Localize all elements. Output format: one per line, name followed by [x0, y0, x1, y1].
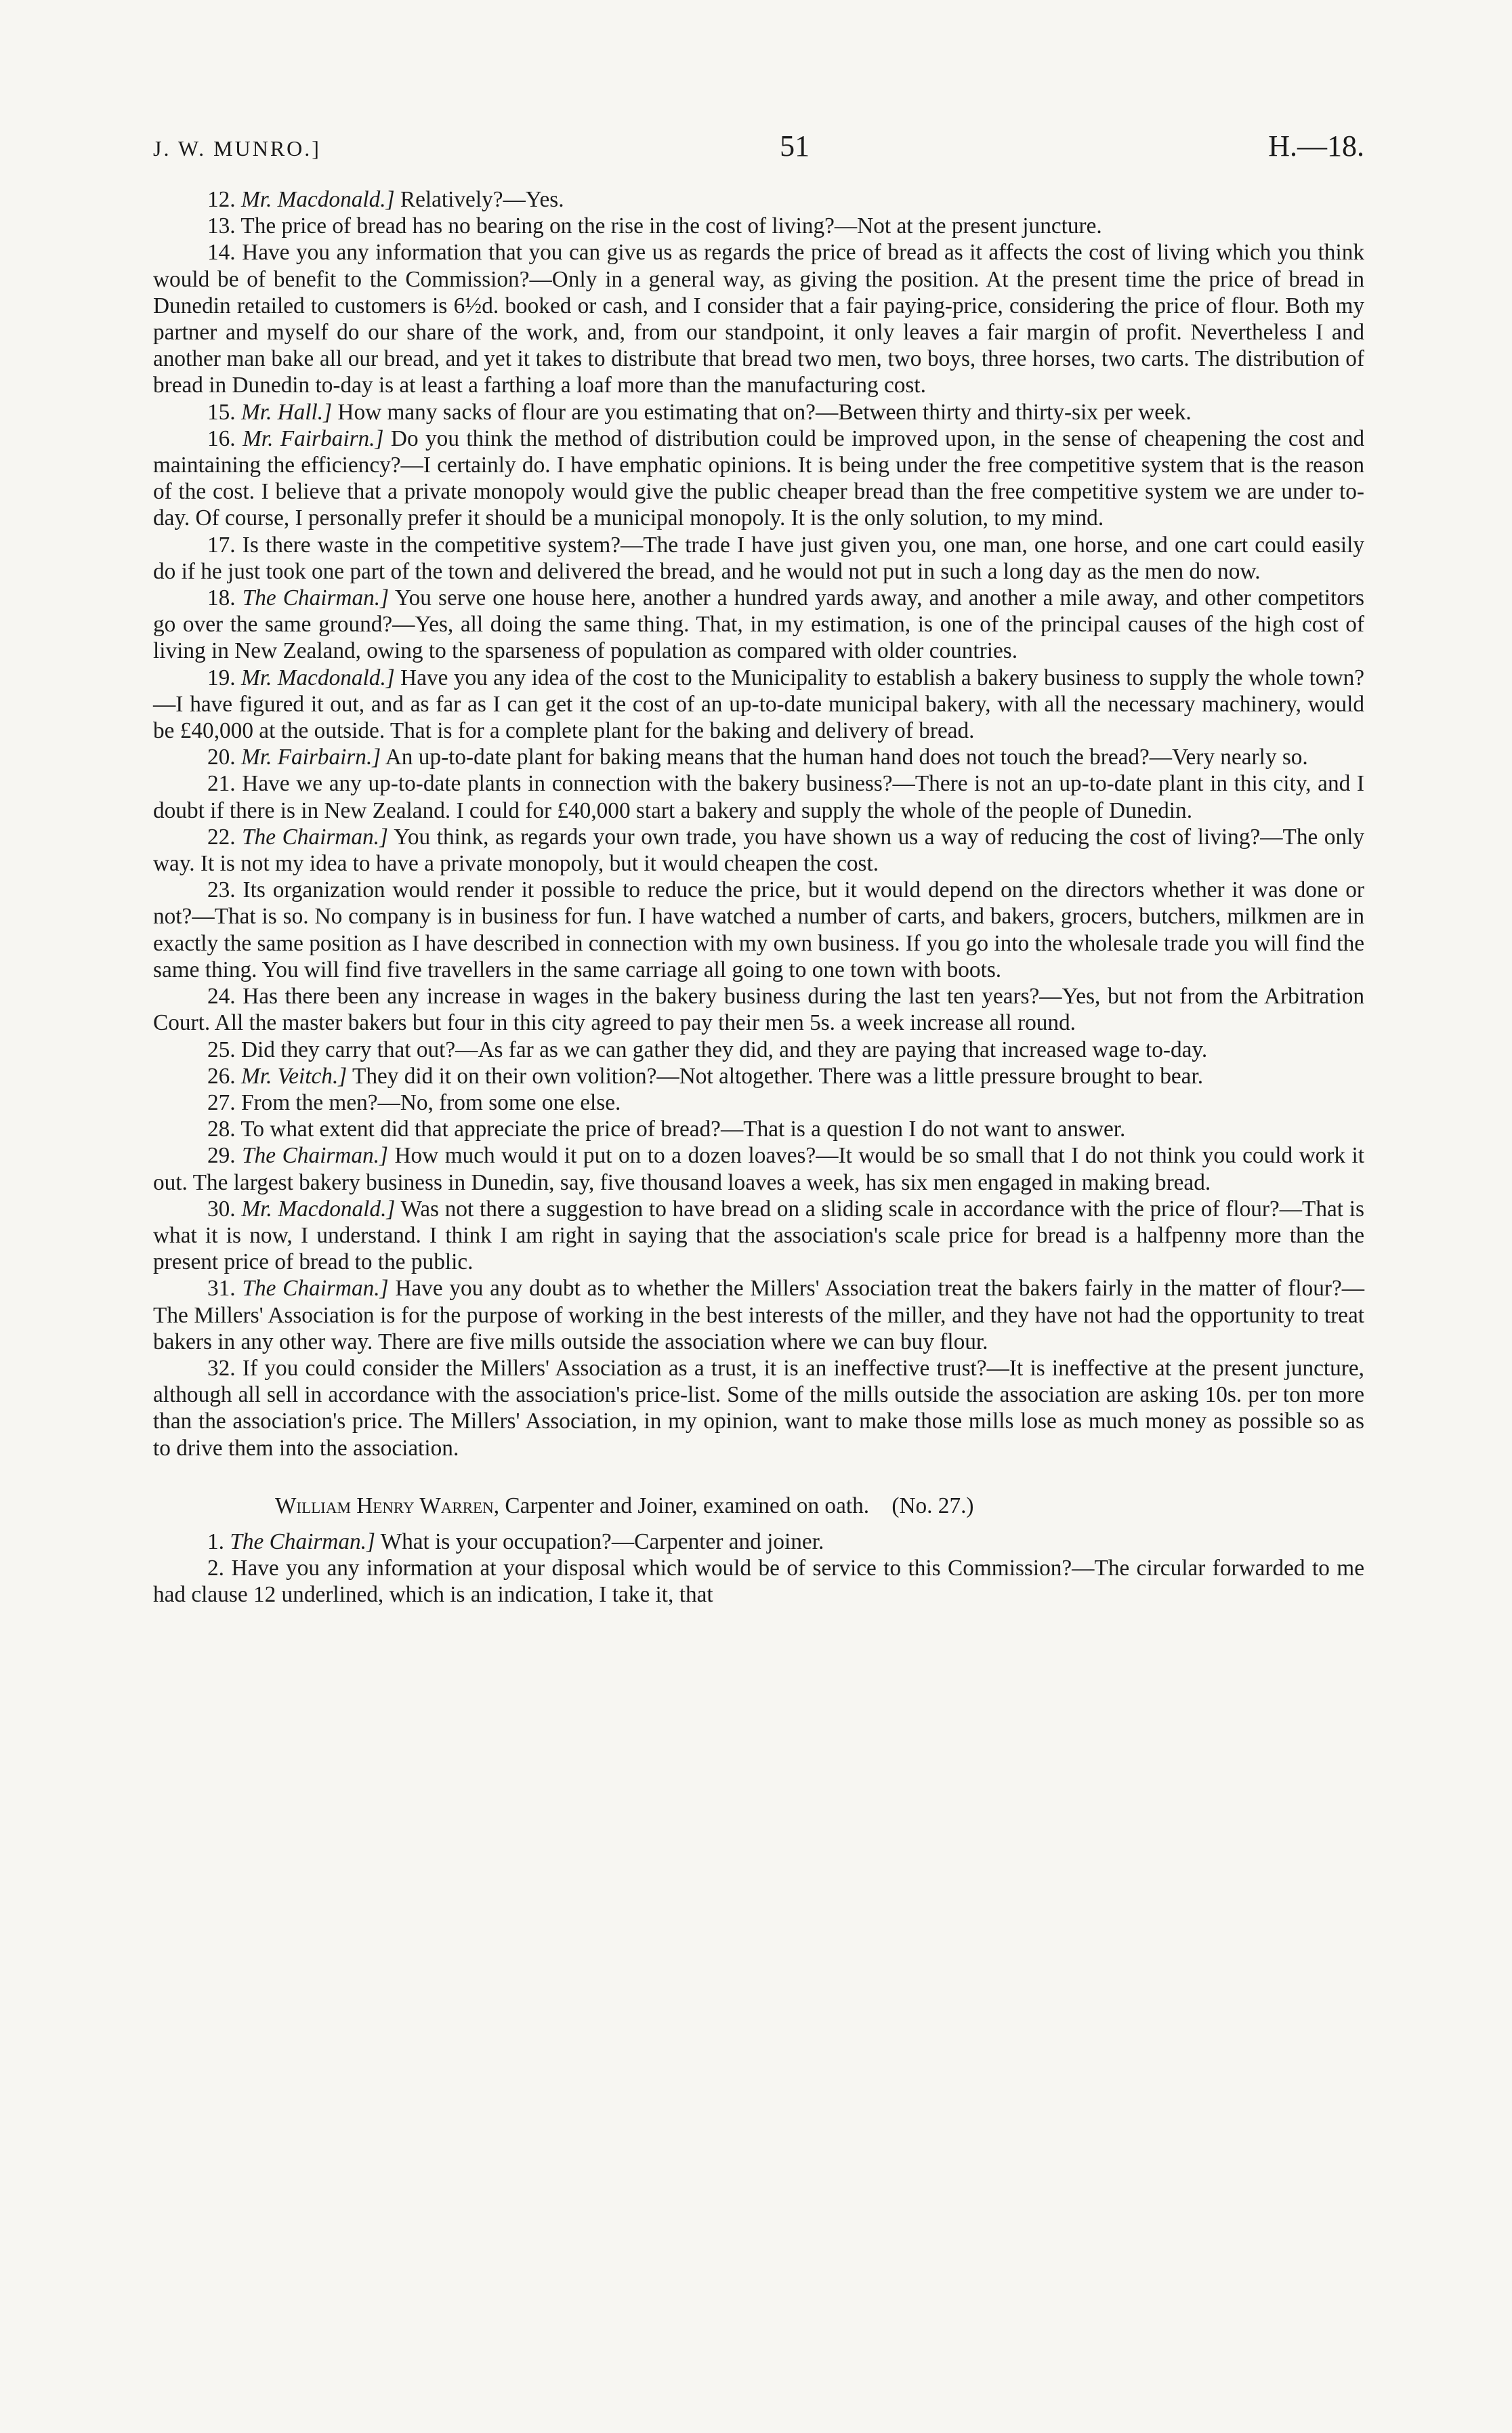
testimony-text: Have you any idea of the cost to the Municipality to establish a bakery business to supply the whole town?—I have figured it out, and as far as I can get it the cost of an up-to-date municipal bakery, with all the necessary machinery, would be £40,000 at the outside. That is for a complete plant for the baking and delivery of bread.	[153, 665, 1365, 744]
testimony-section-2	[153, 1529, 1364, 1608]
testimony-paragraph	[153, 1275, 1364, 1355]
testimony-paragraph	[153, 1116, 1364, 1142]
speaker-name: Mr. Macdonald.]	[241, 1196, 396, 1222]
witness-description: , Carpenter and Joiner, examined on oath.	[493, 1493, 870, 1518]
speaker-name: Mr. Veitch.]	[240, 1063, 348, 1089]
speaker-name: Mr. Macdonald.]	[240, 187, 395, 212]
testimony-paragraph	[153, 1063, 1364, 1089]
testimony-text: Is there waste in the competitive system?—The trade I have just given you, one man, one horse, and one cart could easily do if he just took one part of the town and delivered the bread, and he would not put in such a long day as the men do now.	[153, 532, 1364, 584]
testimony-paragraph	[153, 1142, 1364, 1195]
question-number: 22.	[207, 824, 236, 850]
question-number: 26.	[207, 1063, 236, 1089]
question-number: 14.	[207, 240, 236, 266]
header-reference: H.—18.	[1268, 129, 1364, 163]
speaker-name: The Chairman.]	[242, 1276, 389, 1302]
testimony-text: Have we any up-to-date plants in connection with the bakery business?—There is not an up-to-date plant in this city, and I doubt if there is in New Zealand. I could for £40,000 start a bakery and supply the whole of the people of Dunedin.	[153, 771, 1364, 823]
testimony-paragraph	[153, 399, 1364, 425]
testimony-text: From the men?—No, from some one else.	[240, 1089, 621, 1115]
question-number: 27.	[207, 1089, 236, 1115]
speaker-name: The Chairman.]	[242, 585, 390, 611]
question-number: 31.	[207, 1276, 236, 1302]
question-number: 18.	[207, 585, 236, 611]
witness-name: William Henry Warren	[275, 1493, 494, 1518]
testimony-paragraph	[153, 744, 1364, 770]
testimony-text: Was not there a suggestion to have bread on a sliding scale in accordance with the price of flour?—That is what it is now, I understand. I think I am right in saying that the association's scale price for bread is a halfpenny more than the present price of bread to the public.	[153, 1196, 1364, 1275]
testimony-text: You serve one house here, another a hundred yards away, and another a mile away, and other competitors go over the same ground?—Yes, all doing the same thing. That, in my estimation, is one of the principal causes of the high cost of living in New Zealand, owing to the sparseness of population as compared with older countries.	[153, 585, 1364, 664]
testimony-paragraph	[153, 532, 1364, 585]
question-number: 21.	[207, 771, 236, 797]
testimony-text: To what extent did that appreciate the price of bread?—That is a question I do not want to answer.	[240, 1117, 1126, 1142]
question-number: 28.	[207, 1117, 236, 1142]
question-number: 19.	[207, 665, 236, 690]
question-number: 12.	[207, 187, 236, 212]
question-number: 23.	[207, 877, 236, 903]
speaker-name: The Chairman.]	[230, 1529, 375, 1554]
testimony-paragraph	[153, 1529, 1364, 1555]
testimony-text: The price of bread has no bearing on the rise in the cost of living?—Not at the present juncture.	[240, 213, 1102, 239]
page-number: 51	[780, 129, 810, 163]
speaker-name: Mr. Fairbairn.]	[240, 745, 381, 770]
speaker-name: The Chairman.]	[242, 1143, 388, 1169]
question-number: 1.	[207, 1529, 224, 1554]
testimony-text: Have you any doubt as to whether the Millers' Association treat the bakers fairly in the matter of flour?—The Millers' Association is for the purpose of working in the best interests of the miller, and they have not had the opportunity to treat bakers in any other way. There are five mills outside the association where we can buy flour.	[153, 1276, 1365, 1354]
question-number: 25.	[207, 1037, 236, 1062]
testimony-paragraph	[153, 186, 1364, 213]
question-number: 20.	[207, 745, 236, 770]
testimony-text: If you could consider the Millers' Association as a trust, it is an ineffective trust?—It is ineffective at the present juncture, although all sell in accordance with the association's price-list. Some of the mills outside the association are asking 10s. per ton more than the association's price. The Millers' Association, in my opinion, want to make those mills lose as much money as possible so as to drive them into the association.	[153, 1355, 1364, 1461]
testimony-text: How much would it put on to a dozen loaves?—It would be so small that I do not think you could work it out. The largest bakery business in Dunedin, say, five thousand loaves a week, has six men engaged in making bread.	[153, 1143, 1365, 1195]
speaker-name: Mr. Macdonald.]	[241, 665, 395, 690]
speaker-name: Mr. Hall.]	[240, 399, 333, 425]
witness-heading	[153, 1493, 1364, 1519]
testimony-text: Its organization would render it possible to reduce the price, but it would depend on the directors whether it was done or not?—That is so. No company is in business for fun. I have watched a number of carts, and bakers, grocers, butchers, milkmen are in exactly the same position as I have described in connection with my own business. If you go into the wholesale trade you will find the same thing. You will find five travellers in the same carriage all going to one town with boots.	[153, 877, 1364, 982]
question-number: 16.	[207, 425, 236, 451]
testimony-text: Relatively?—Yes.	[400, 187, 564, 212]
testimony-text: An up-to-date plant for baking means that the human hand does not touch the bread?—Very nearly so.	[385, 745, 1308, 770]
page-header	[153, 129, 1364, 163]
testimony-text: Has there been any increase in wages in the bakery business during the last ten years?—Yes, but not from the Arbitration Court. All the master bakers but four in this city agreed to pay their men 5s. a week increase all round.	[153, 984, 1364, 1036]
testimony-paragraph	[153, 1089, 1364, 1116]
testimony-paragraph	[153, 824, 1364, 877]
header-witness: J. W. MUNRO.]	[153, 136, 321, 161]
testimony-paragraph	[153, 1555, 1364, 1608]
question-number: 32.	[207, 1355, 236, 1381]
question-number: 24.	[207, 984, 236, 1010]
testimony-paragraph	[153, 770, 1364, 823]
testimony-paragraph	[153, 1196, 1364, 1276]
testimony-paragraph	[153, 877, 1364, 983]
testimony-section-1	[153, 186, 1364, 1461]
testimony-paragraph	[153, 213, 1364, 239]
witness-number: (No. 27.)	[891, 1493, 974, 1518]
testimony-text: Did they carry that out?—As far as we can gather they did, and they are paying that increased wage to-day.	[240, 1037, 1208, 1062]
speaker-name: Mr. Fairbairn.]	[243, 425, 384, 451]
testimony-text: Have you any information at your disposal which would be of service to this Commission?—The circular forwarded to me had clause 12 underlined, which is an indication, I take it, that	[153, 1556, 1364, 1608]
testimony-text: Do you think the method of distribution could be improved upon, in the sense of cheapening the cost and maintaining the efficiency?—I certainly do. I have emphatic opinions. It is being under the free competitive system that is the reason of the cost. I believe that a private monopoly would give the public cheaper bread than the free competitive system we are under to-day. Of course, I personally prefer it should be a municipal monopoly. It is the only solution, to my mind.	[153, 425, 1364, 531]
speaker-name: The Chairman.]	[242, 824, 388, 850]
testimony-paragraph	[153, 1355, 1364, 1461]
testimony-paragraph	[153, 585, 1364, 665]
document-page	[153, 129, 1364, 1608]
testimony-text: Have you any information that you can give us as regards the price of bread as it affects the cost of living which you think would be of benefit to the Commission?—Only in a general way, as giving the position. At the present time the price of bread in Dunedin retailed to customers is 6½d. booked or cash, and I consider that a fair paying-price, considering the price of flour. Both my partner and myself do our share of the work, and, from our standpoint, it only leaves a fair margin of profit. Nevertheless I and another man bake all our bread, and yet it takes to distribute that bread two men, two boys, three horses, two carts. The distribution of bread in Dunedin to-day is at least a farthing a loaf more than the manufacturing cost.	[153, 240, 1364, 398]
question-number: 17.	[207, 532, 236, 558]
testimony-paragraph	[153, 239, 1364, 398]
testimony-paragraph	[153, 665, 1364, 745]
question-number: 15.	[207, 399, 236, 425]
question-number: 30.	[207, 1196, 236, 1222]
testimony-text: They did it on their own volition?—Not altogether. There was a little pressure brought to bear.	[352, 1063, 1204, 1089]
question-number: 13.	[207, 213, 236, 239]
testimony-text: How many sacks of flour are you estimating that on?—Between thirty and thirty-six per week.	[337, 399, 1192, 425]
testimony-text: You think, as regards your own trade, you have shown us a way of reducing the cost of living?—The only way. It is not my idea to have a private monopoly, but it would cheapen the cost.	[153, 824, 1364, 877]
testimony-paragraph	[153, 425, 1364, 532]
testimony-paragraph	[153, 1037, 1364, 1063]
testimony-paragraph	[153, 983, 1364, 1036]
question-number: 29.	[207, 1143, 236, 1169]
question-number: 2.	[207, 1556, 224, 1581]
testimony-text: What is your occupation?—Carpenter and joiner.	[380, 1529, 824, 1554]
